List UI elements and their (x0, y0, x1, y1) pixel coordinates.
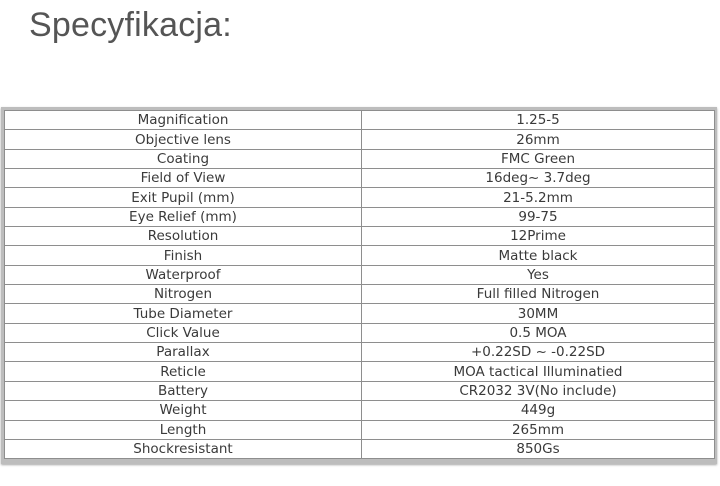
spec-label: Objective lens (5, 130, 362, 149)
table-row (5, 285, 715, 304)
spec-value: Yes (362, 265, 715, 284)
spec-label: Click Value (5, 323, 362, 342)
table-row (5, 246, 715, 265)
spec-label: Parallax (5, 343, 362, 362)
spec-table (4, 110, 715, 459)
spec-label: Weight (5, 401, 362, 420)
table-row (5, 304, 715, 323)
table-row (5, 169, 715, 188)
page-title: Specyfikacja: (29, 6, 232, 44)
spec-label: Nitrogen (5, 285, 362, 304)
spec-value: FMC Green (362, 149, 715, 168)
spec-label: Exit Pupil (mm) (5, 188, 362, 207)
spec-value: 21-5.2mm (362, 188, 715, 207)
spec-value: Matte black (362, 246, 715, 265)
spec-label: Finish (5, 246, 362, 265)
spec-value: MOA tactical Illuminatied (362, 362, 715, 381)
spec-label: Magnification (5, 111, 362, 130)
spec-value: 99-75 (362, 207, 715, 226)
table-row (5, 401, 715, 420)
spec-value: 30MM (362, 304, 715, 323)
spec-value: 449g (362, 401, 715, 420)
spec-label: Eye Relief (mm) (5, 207, 362, 226)
table-row (5, 362, 715, 381)
spec-label: Field of View (5, 169, 362, 188)
table-row (5, 439, 715, 458)
spec-value: CR2032 3V(No include) (362, 381, 715, 400)
spec-value: 16deg~ 3.7deg (362, 169, 715, 188)
table-row (5, 227, 715, 246)
spec-value: +0.22SD ~ -0.22SD (362, 343, 715, 362)
spec-label: Tube Diameter (5, 304, 362, 323)
spec-value: 26mm (362, 130, 715, 149)
spec-label: Resolution (5, 227, 362, 246)
spec-label: Waterproof (5, 265, 362, 284)
spec-label: Battery (5, 381, 362, 400)
spec-label: Length (5, 420, 362, 439)
table-row (5, 265, 715, 284)
spec-value: Full filled Nitrogen (362, 285, 715, 304)
spec-label: Shockresistant (5, 439, 362, 458)
spec-table-body (5, 111, 715, 459)
spec-value: 850Gs (362, 439, 715, 458)
spec-label: Reticle (5, 362, 362, 381)
table-row (5, 130, 715, 149)
table-row (5, 343, 715, 362)
table-row (5, 207, 715, 226)
table-row (5, 149, 715, 168)
spec-value: 1.25-5 (362, 111, 715, 130)
table-row (5, 188, 715, 207)
table-row (5, 381, 715, 400)
spec-value: 12Prime (362, 227, 715, 246)
table-row (5, 323, 715, 342)
spec-value: 265mm (362, 420, 715, 439)
table-row (5, 111, 715, 130)
spec-value: 0.5 MOA (362, 323, 715, 342)
table-row (5, 420, 715, 439)
spec-label: Coating (5, 149, 362, 168)
